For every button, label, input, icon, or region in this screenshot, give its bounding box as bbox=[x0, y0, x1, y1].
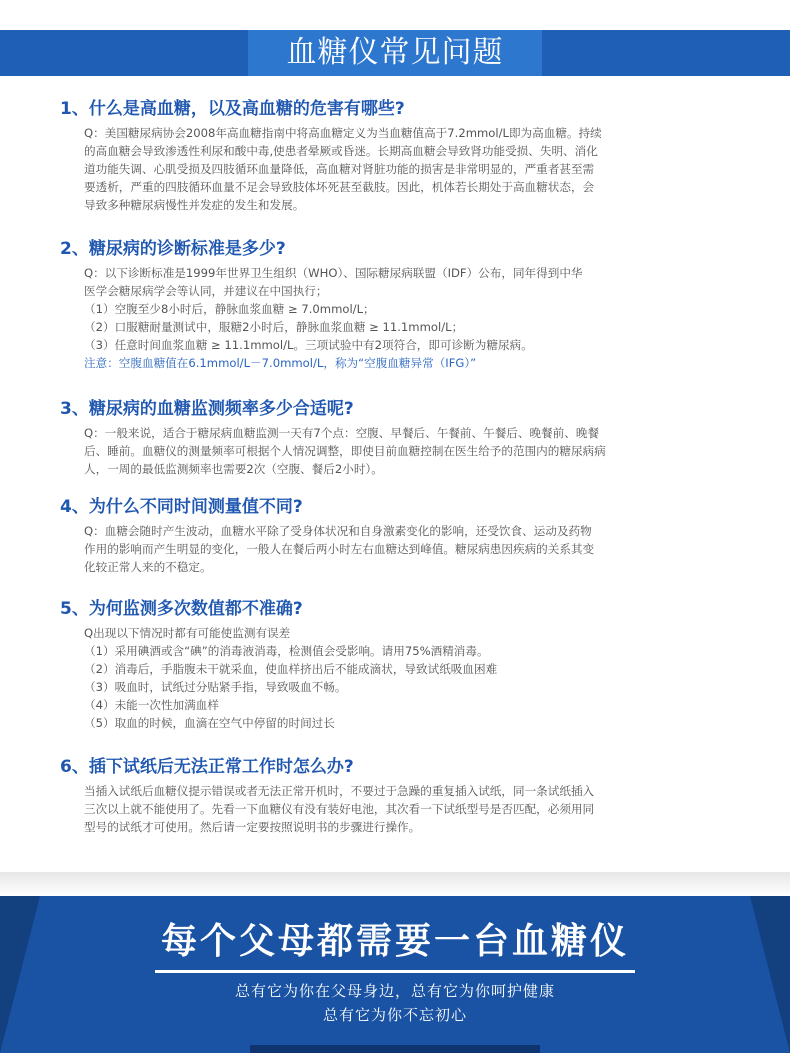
faq-answer-line: 当插入试纸后血糖仪提示错误或者无法正常开机时，不要过于急躁的重复插入试纸，同一条试纸插入 bbox=[84, 784, 595, 798]
faq-answer-line: 化较正常人来的不稳定。 bbox=[84, 560, 212, 574]
faq-answer-line: Q：美国糖尿病协会2008年高血糖指南中将高血糖定义为当血糖值高于7.2mmol/L即为高血糖。持续 bbox=[84, 126, 602, 140]
faq-answer bbox=[84, 424, 724, 478]
faq-answer-line: 要透析，严重的四肢循环血量不足会导致肢体坏死甚至截肢。因此，机体若长期处于高血糖状态，会 bbox=[84, 180, 595, 194]
faq-answer-line: 道功能失调、心肌受损及四肢循环血量降低，高血糖对肾脏功能的损害是非常明显的，严重者甚至需 bbox=[84, 162, 595, 176]
faq-answer-line: 人，一周的最低监测频率也需要2次（空腹、餐后2小时）。 bbox=[84, 462, 383, 476]
faq-answer-line: 的高血糖会导致渗透性利尿和酸中毒,使患者晕厥或昏迷。长期高血糖会导致肾功能受损、失明、消化 bbox=[84, 144, 598, 158]
faq-answer bbox=[84, 264, 724, 372]
faq-question: 2、糖尿病的诊断标准是多少? bbox=[60, 239, 286, 259]
faq-answer-line: （4）未能一次性加满血样 bbox=[84, 698, 219, 712]
faq-answer-line: （3）吸血时，试纸过分贴紧手指，导致吸血不畅。 bbox=[84, 680, 347, 694]
faq-question: 4、为什么不同时间测量值不同? bbox=[60, 497, 303, 517]
footer-subtitle-2: 总有它为你不忘初心 bbox=[322, 1006, 467, 1024]
footer-left-wing bbox=[0, 896, 40, 1053]
faq-answer-line: 型号的试纸才可使用。然后请一定要按照说明书的步骤进行操作。 bbox=[84, 820, 421, 834]
section-divider bbox=[0, 872, 790, 896]
faq-answer bbox=[84, 522, 724, 576]
header-band bbox=[0, 30, 790, 76]
faq-question: 3、糖尿病的血糖监测频率多少合适呢? bbox=[60, 399, 354, 419]
faq-answer-line: （1）空腹至少8小时后，静脉血浆血糖 ≥ 7.0mmol/L； bbox=[84, 302, 375, 316]
faq-question: 6、插下试纸后无法正常工作时怎么办? bbox=[60, 757, 354, 777]
footer-right-wing bbox=[750, 896, 790, 1053]
faq-answer bbox=[84, 624, 724, 732]
faq-answer-line: Q：血糖会随时产生波动，血糖水平除了受身体状况和自身激素变化的影响，还受饮食、运动及药物 bbox=[84, 524, 592, 538]
faq-question: 5、为何监测多次数值都不准确? bbox=[60, 599, 303, 619]
faq-answer-line: （1）采用碘酒或含“碘”的消毒液消毒，检测值会受影响。请用75%酒精消毒。 bbox=[84, 644, 489, 658]
faq-answer-line: （2）口服糖耐量测试中，服糖2小时后，静脉血浆血糖 ≥ 11.1mmol/L； bbox=[84, 320, 464, 334]
faq-answer-line: （5）取血的时候，血滴在空气中停留的时间过长 bbox=[84, 716, 335, 730]
faq-answer-line: 导致多种糖尿病慢性并发症的发生和发展。 bbox=[84, 198, 305, 212]
footer-subtitle-1: 总有它为你在父母身边，总有它为你呵护健康 bbox=[234, 982, 555, 1000]
faq-answer-line: Q：以下诊断标准是1999年世界卫生组织（WHO）、国际糖尿病联盟（IDF）公布，同年得到中华 bbox=[84, 266, 583, 280]
faq-answer-line: 后、睡前。血糖仪的测量频率可根据个人情况调整，即使目前血糖控制在医生给予的范围内的糖尿病病 bbox=[84, 444, 606, 458]
faq-answer bbox=[84, 124, 724, 214]
faq-answer-line: Q出现以下情况时都有可能使监测有误差 bbox=[84, 626, 291, 640]
faq-answer-line: 作用的影响而产生明显的变化，一般人在餐后两小时左右血糖达到峰值。糖尿病患因疾病的关系其变 bbox=[84, 542, 595, 556]
footer-banner bbox=[0, 896, 790, 1053]
page-title: 血糖仪常见问题 bbox=[286, 35, 504, 70]
faq-question: 1、什么是高血糖，以及高血糖的危害有哪些? bbox=[60, 99, 405, 119]
footer-slogan-underline bbox=[155, 970, 635, 973]
faq-answer-line: Q：一般来说，适合于糖尿病血糖监测一天有7个点：空腹、早餐后、午餐前、午餐后、晚餐前、晚餐 bbox=[84, 426, 600, 440]
faq-answer-line: 三次以上就不能使用了。先看一下血糖仪有没有装好电池，其次看一下试纸型号是否匹配，必须用同 bbox=[84, 802, 595, 816]
faq-answer bbox=[84, 782, 724, 836]
faq-answer-line: （3）任意时间血浆血糖 ≥ 11.1mmol/L。三项试验中有2项符合，即可诊断为糖尿病。 bbox=[84, 338, 533, 352]
footer-tab bbox=[250, 1045, 540, 1053]
footer-slogan: 每个父母都需要一台血糖仪 bbox=[160, 921, 629, 962]
faq-answer-line: （2）消毒后，手脂腹未干就采血，使血样挤出后不能成滴状，导致试纸吸血困难 bbox=[84, 662, 498, 676]
faq-note: 注意：空腹血糖值在6.1mmol/L－7.0mmol/L，称为“空腹血糖异常（IFG）” bbox=[84, 356, 477, 370]
faq-answer-line: 医学会糖尿病学会等认同，并建议在中国执行； bbox=[84, 284, 328, 298]
